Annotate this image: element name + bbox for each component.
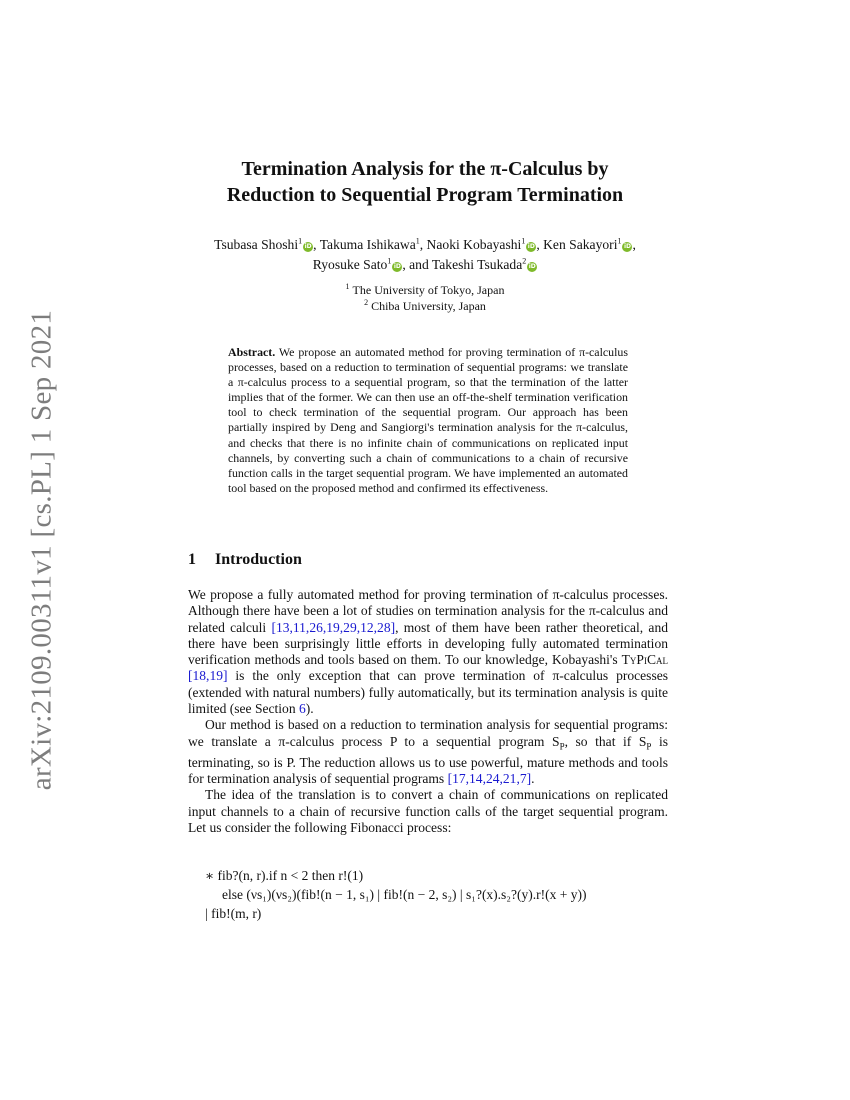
author: Takeshi Tsukada$^2$ xyxy=(431,256,527,272)
orcid-icon[interactable]: iD xyxy=(393,263,401,270)
affiliation: $^1$ The University of Tokyo, Japan xyxy=(345,282,505,297)
abstract-text: We propose an automated method for proving termination of π-calculus processes, based on a reduction to termination of sequential programs: we translate a π-calculus process to a sequential program, so that the termination of the latter implies that of the former. We can then use an off-the-shelf termination verification tool to check termination of the sequential program. Our approach has been partially inspired by Deng and Sangiorgi's termination analysis for the π-calculus, and checks that there is no infinite chain of communications on replicated input channels, by converting such a chain of communications to a chain of recursive function calls in the target sequential program. We have implemented an automated tool based on the proposed method and confirmed its effectiveness. xyxy=(228,345,628,495)
section-link[interactable]: 6 xyxy=(298,701,306,717)
abstract-label: Abstract. xyxy=(228,345,276,359)
citation-link[interactable]: [17,14,24,21,7] xyxy=(447,770,532,786)
affiliations xyxy=(300,282,550,314)
title-line-1: Termination Analysis for the π-Calculus by xyxy=(241,158,609,180)
math-line: | fib!(m, r) xyxy=(205,906,262,921)
section-number: 1 xyxy=(188,551,196,568)
math-line: ∗ fib?(n, r).if n < 2 then r!(1) xyxy=(205,868,364,883)
affiliation: $^2$ Chiba University, Japan xyxy=(364,298,486,313)
citation-link[interactable]: [13,11,26,19,29,12,28] xyxy=(271,619,396,635)
orcid-icon[interactable]: iD xyxy=(304,243,312,250)
citation-link[interactable]: [18,19] xyxy=(188,668,228,684)
orcid-icon[interactable]: iD xyxy=(623,243,631,250)
intro-body xyxy=(188,587,668,836)
author: Ken Sakayori$^1$ xyxy=(543,236,622,252)
abstract xyxy=(228,345,628,496)
paragraph: We propose a fully automated method for proving termination of π-calculus processes. Although there have been a lot of studies on termination analysis for the π-calculus and related calculi [13,11,26,19,29,12,28], most of them have been rather theoretical, and there have been surprisingly little efforts in developing fully automated termination verification methods and tools based on them. To our knowledge, Kobayashi's TyPiCal [18,19] is the only exception that can prove termination of π-calculus processes (extended with natural numbers) fully automatically, but its termination analysis is quite limited (see Section 6). xyxy=(188,587,668,717)
author: Naoki Kobayashi$^1$ xyxy=(426,236,526,252)
title-line-2: Reduction to Sequential Program Termination xyxy=(226,184,624,206)
orcid-icon[interactable]: iD xyxy=(528,263,536,270)
paragraph: Our method is based on a reduction to termination analysis for sequential programs: we translate a π-calculus process P to a sequential program $S_P$, so that if $S_P$ is terminating, so is P. The reduction allows us to use powerful, mature methods and tools for termination analysis of sequential programs [17,14,24,21,7]. xyxy=(188,717,668,786)
section-heading xyxy=(188,551,302,569)
section-title: Introduction xyxy=(215,551,302,568)
author-list: Tsubasa Shoshi$^1$iD, Takuma Ishikawa$^1$, Naoki Kobayashi$^1$iD, Ken Sakayori$^1$iD, Ryosuke Sato$^1$iD, and Takeshi Tsukada$^2$iD xyxy=(214,236,636,272)
paragraph: The idea of the translation is to convert a chain of communications on replicated input channels to a chain of recursive function calls of the target sequential program. Let us consider the following Fibonacci process: xyxy=(188,787,668,835)
fibonacci-process xyxy=(205,866,586,923)
paper-title xyxy=(160,156,690,208)
author: Tsubasa Shoshi$^1$ xyxy=(214,236,303,252)
arxiv-stamp-text: arXiv:2109.00311v1 [cs.PL] 1 Sep 2021 xyxy=(25,309,58,791)
orcid-icon[interactable]: iD xyxy=(527,243,535,250)
author: Ryosuke Sato$^1$ xyxy=(312,256,392,272)
math-line: else (νs₁)(νs₂)(fib!(n − 1, s₁) | fib!(n − 2, s₂) | s₁?(x).s₂?(y).r!(x + y)) xyxy=(222,887,587,902)
tool-name: TyPiCal xyxy=(621,652,668,668)
author: Takuma Ishikawa$^1$ xyxy=(319,236,420,252)
